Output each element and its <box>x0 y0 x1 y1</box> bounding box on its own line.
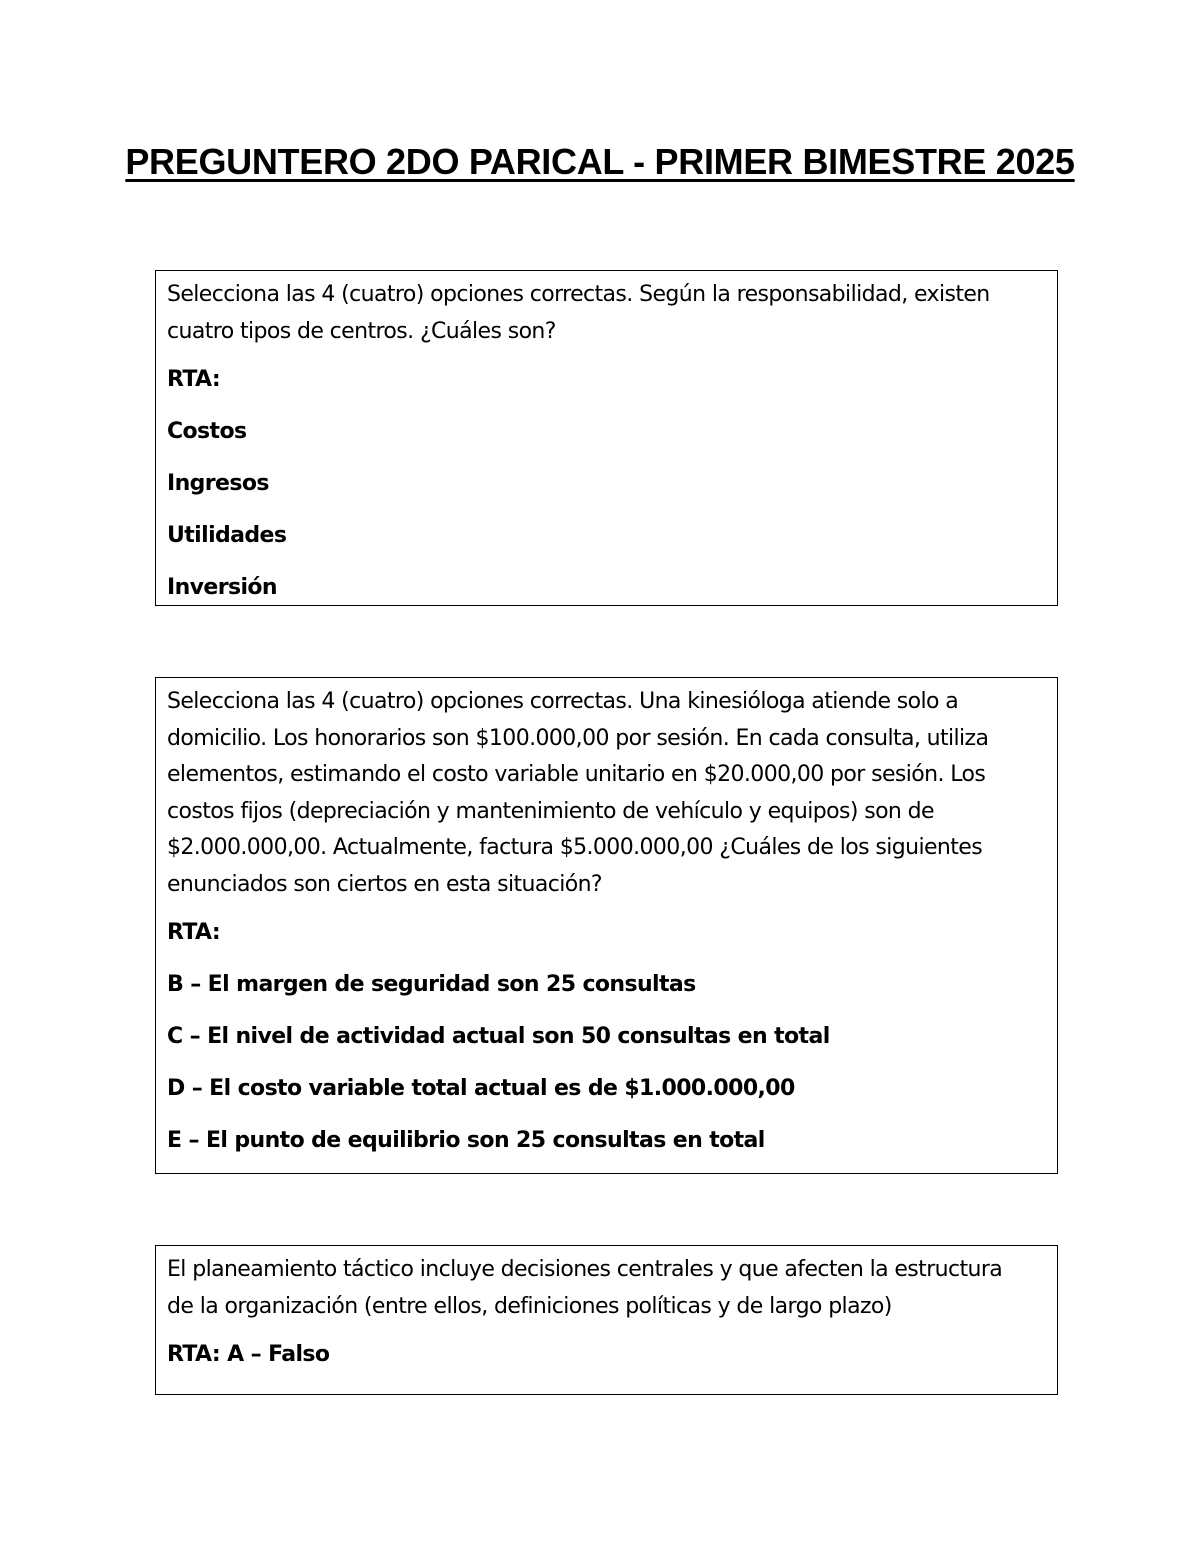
question-line: Selecciona las 4 (cuatro) opciones correctas. Una kinesióloga atiende solo a <box>167 689 959 714</box>
question-line: elementos, estimando el costo variable unitario en $20.000,00 por sesión. Los <box>167 762 986 787</box>
answer-option: C – El nivel de actividad actual son 50 consultas en total <box>167 1024 830 1049</box>
question-box-1 <box>155 270 1058 606</box>
question-line: costos fijos (depreciación y mantenimiento de vehículo y equipos) son de <box>167 798 934 824</box>
answer-label: RTA: A – Falso <box>167 1342 330 1367</box>
answer-option: Utilidades <box>167 523 287 548</box>
answer-option: Inversión <box>167 575 277 600</box>
answer-option: E – El punto de equilibrio son 25 consultas en total <box>167 1128 765 1153</box>
question-line: Selecciona las 4 (cuatro) opciones correctas. Según la responsabilidad, existen <box>167 282 990 307</box>
question-line: domicilio. Los honorarios son $100.000,00 por sesión. En cada consulta, utiliza <box>167 725 989 751</box>
document-title: PREGUNTERO 2DO PARICAL - PRIMER BIMESTRE 2025 <box>125 141 1075 182</box>
question-line: $2.000.000,00. Actualmente, factura $5.000.000,00 ¿Cuáles de los siguientes <box>167 835 983 860</box>
answer-option: B – El margen de seguridad son 25 consultas <box>167 972 696 997</box>
question-line: enunciados son ciertos en esta situación? <box>167 871 603 897</box>
answer-option: Ingresos <box>167 471 269 496</box>
question-line: El planeamiento táctico incluye decisiones centrales y que afecten la estructura <box>167 1257 1003 1282</box>
question-box-3 <box>155 1245 1058 1395</box>
question-box-2 <box>155 677 1058 1174</box>
answer-label: RTA: <box>167 367 221 392</box>
question-text <box>167 684 1047 903</box>
answer-option: D – El costo variable total actual es de $1.000.000,00 <box>167 1076 795 1101</box>
question-line: cuatro tipos de centros. ¿Cuáles son? <box>167 318 556 344</box>
question-line: de la organización (entre ellos, definiciones políticas y de largo plazo) <box>167 1293 892 1319</box>
answer-label: RTA: <box>167 920 221 945</box>
answer-option: Costos <box>167 419 247 444</box>
question-text <box>167 1252 1047 1325</box>
question-text <box>167 277 1047 350</box>
